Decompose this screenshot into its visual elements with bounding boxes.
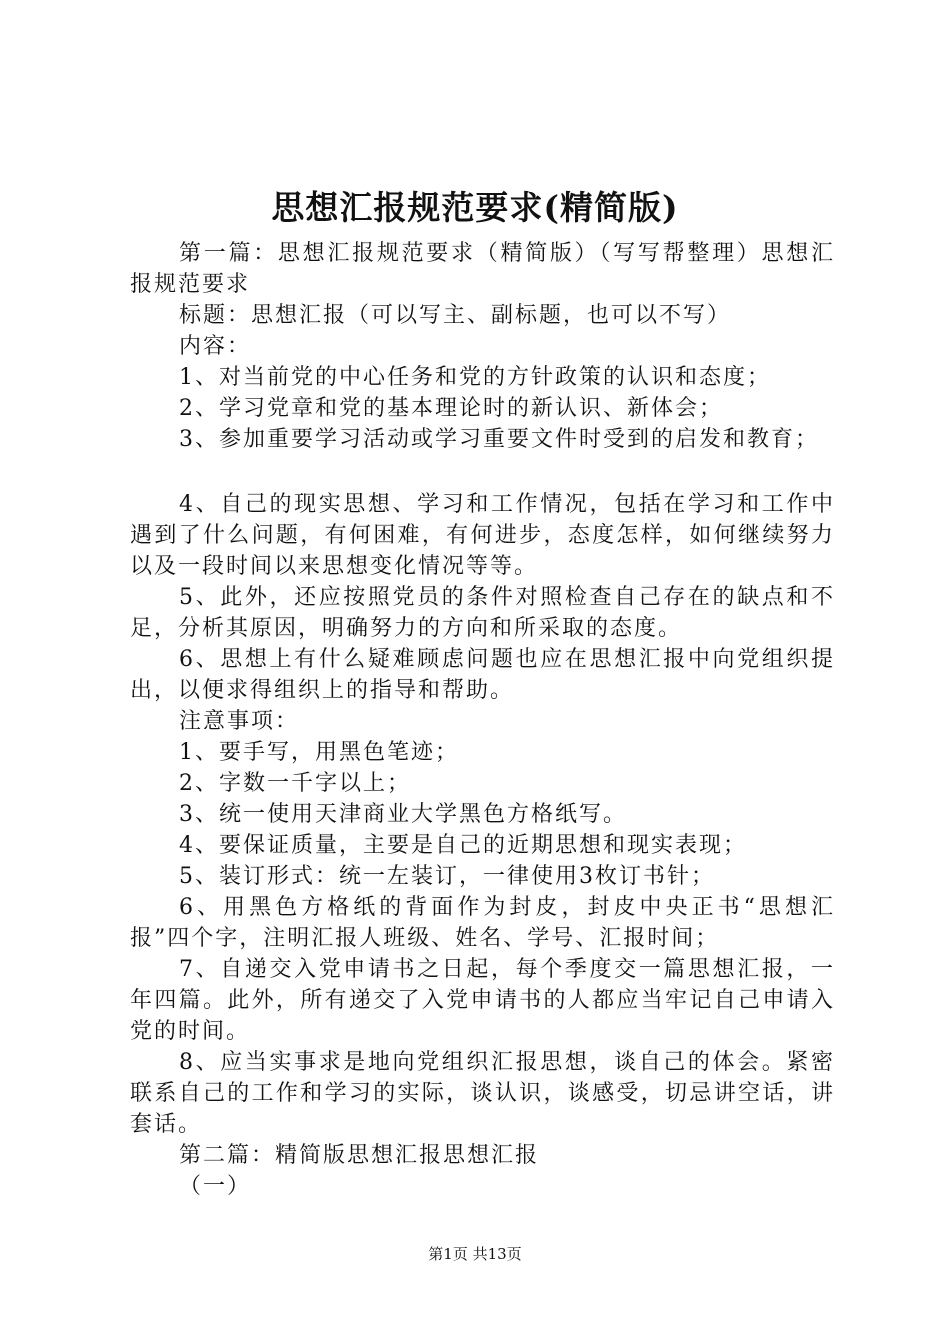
paragraph-content-item-4: 4、自己的现实思想、学习和工作情况，包括在学习和工作中遇到了什么问题，有何困难，有何进步，态度怎样，如何继续努力以及一段时间以来思想变化情况等等。: [130, 492, 835, 579]
paragraph-note-3: 3、统一使用天津商业大学黑色方格纸写。: [179, 802, 627, 827]
paragraph-note-1: 1、要手写，用黑色笔迹；: [179, 740, 459, 765]
paragraph-note-5: 5、装订形式：统一左装订，一律使用3枚订书针；: [179, 864, 715, 889]
paragraph-content-item-3: 3、参加重要学习活动或学习重要文件时受到的启发和教育；: [179, 427, 819, 452]
paragraph-note-7: 7、自递交入党申请书之日起，每个季度交一篇思想汇报，一年四篇。此外，所有递交了入党申请书的人都应当牢记自己申请入党的时间。: [130, 957, 835, 1044]
paragraph-note-8: 8、应当实事求是地向党组织汇报思想，谈自己的体会。紧密联系自己的工作和学习的实际，谈认识，谈感受，切忌讲空话，讲套话。: [130, 1050, 835, 1137]
document-body: [130, 238, 835, 1202]
paragraph-content-label: 内容：: [179, 334, 252, 359]
page-footer: 第1页 共13页: [428, 1245, 522, 1263]
paragraph-notes-label: 注意事项：: [179, 709, 300, 734]
paragraph-subsection-1: （一）: [179, 1174, 252, 1199]
paragraph-content-item-6: 6、思想上有什么疑难顾虑问题也应在思想汇报中向党组织提出，以便求得组织上的指导和帮助。: [130, 647, 835, 703]
paragraph-content-item-2: 2、学习党章和党的基本理论时的新认识、新体会；: [179, 396, 723, 421]
paragraph-note-4: 4、要保证质量，主要是自己的近期思想和现实表现；: [179, 833, 747, 858]
paragraph-section-2-heading: 第二篇：精简版思想汇报思想汇报: [179, 1143, 540, 1168]
paragraph-note-6: 6、用黑色方格纸的背面作为封皮，封皮中央正书“思想汇报”四个字，注明汇报人班级、姓名、学号、汇报时间；: [130, 895, 835, 951]
paragraph-content-item-1: 1、对当前党的中心任务和党的方针政策的认识和态度；: [179, 365, 771, 390]
paragraph-note-2: 2、字数一千字以上；: [179, 771, 411, 796]
document-title: 思想汇报规范要求(精简版): [271, 188, 679, 227]
paragraph-content-item-5: 5、此外，还应按照党员的条件对照检查自己存在的缺点和不足，分析其原因，明确努力的方向和所采取的态度。: [130, 585, 835, 641]
paragraph-section-1-heading: 第一篇：思想汇报规范要求（精简版）（写写帮整理）思想汇报规范要求: [130, 241, 835, 297]
paragraph-title-rule: 标题：思想汇报（可以写主、副标题，也可以不写）: [179, 303, 732, 328]
